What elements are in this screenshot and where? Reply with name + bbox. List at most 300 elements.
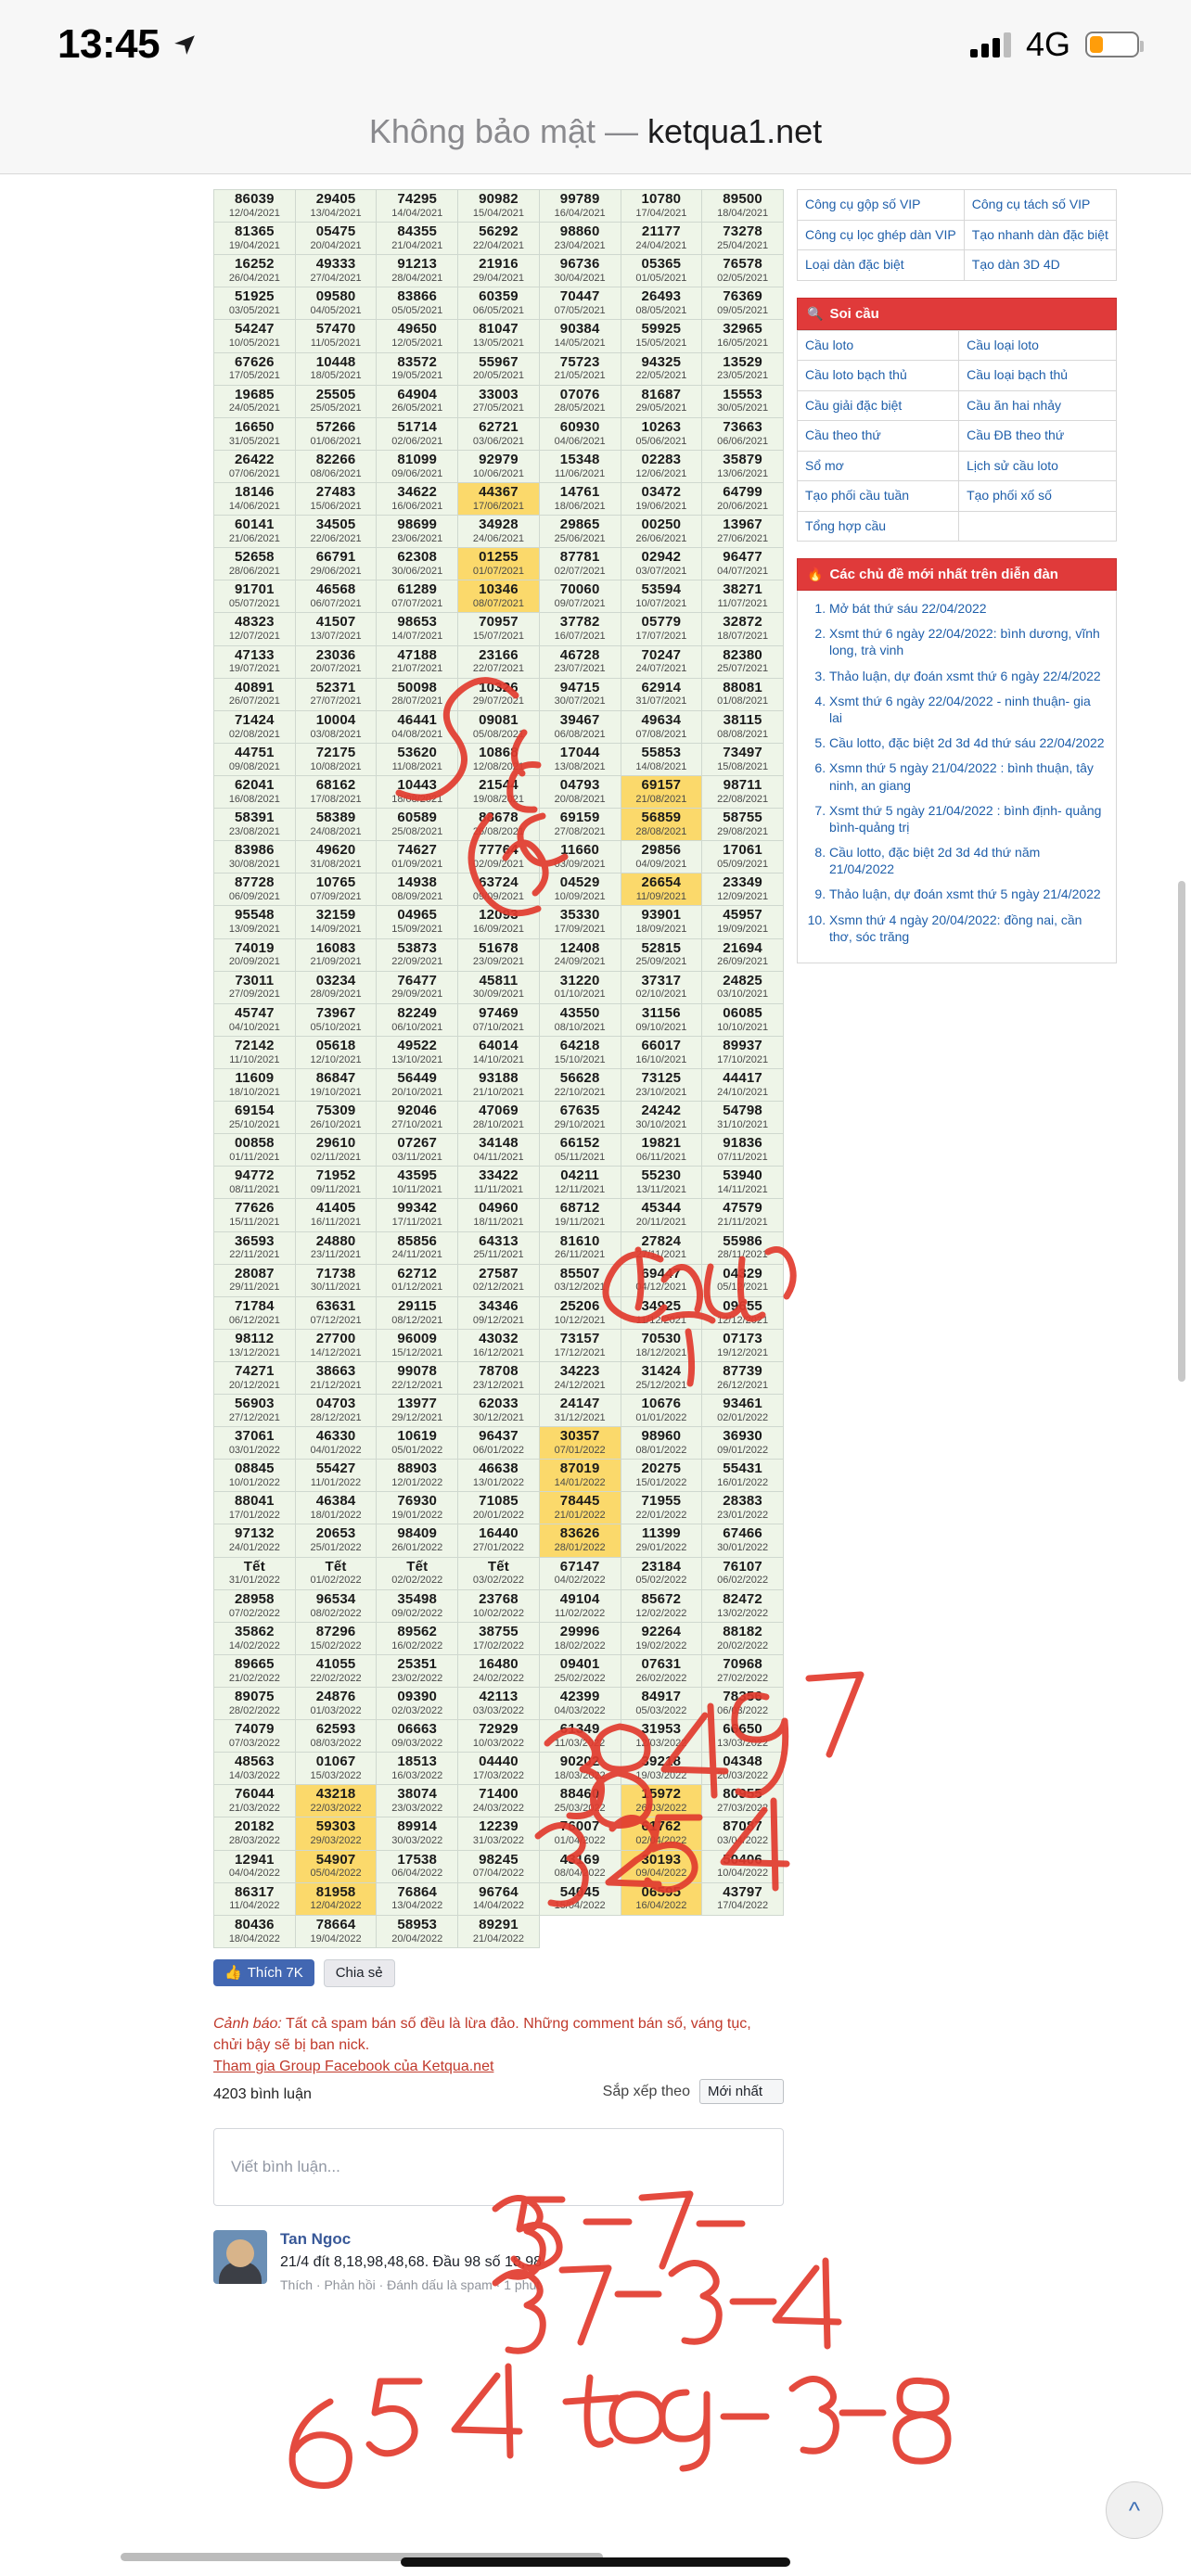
result-date: 02/05/2021 [717, 273, 769, 285]
result-date: 19/01/2022 [391, 1510, 443, 1522]
result-date: 28/02/2022 [228, 1704, 280, 1716]
result-number: 46384 [315, 1493, 356, 1510]
result-cell [702, 874, 784, 906]
sidebar-soicau-link[interactable]: Tổng hợp cầu [798, 511, 959, 542]
result-number: 15972 [641, 1786, 682, 1803]
result-date: 05/06/2021 [635, 435, 687, 447]
result-number: 87739 [723, 1362, 762, 1379]
result-cell [295, 678, 377, 710]
result-date: 20/09/2021 [228, 956, 280, 968]
result-date: 17/03/2022 [472, 1770, 524, 1782]
browser-address-bar[interactable] [0, 89, 1191, 174]
result-date: 02/09/2021 [472, 858, 524, 870]
result-number: 96764 [479, 1883, 519, 1900]
scroll-to-top-button[interactable]: ^ [1106, 2481, 1163, 2539]
result-cell [621, 906, 702, 938]
result-cell [458, 1492, 540, 1524]
result-cell [539, 580, 621, 613]
result-cell [621, 743, 702, 775]
result-cell [702, 516, 784, 548]
result-date: 18/02/2022 [554, 1639, 606, 1651]
result-number: 71955 [641, 1493, 682, 1510]
result-date: 07/02/2022 [228, 1607, 280, 1619]
result-cell [377, 1720, 458, 1753]
result-date: 16/10/2021 [635, 1053, 687, 1065]
result-date: 17/05/2021 [228, 370, 280, 382]
result-number: 63631 [315, 1297, 356, 1314]
result-date: 06/09/2021 [228, 891, 280, 903]
result-date: 21/05/2021 [554, 370, 606, 382]
result-cell [295, 613, 377, 645]
result-number: 62712 [397, 1265, 438, 1282]
result-cell [458, 743, 540, 775]
result-date: 07/05/2021 [554, 305, 606, 317]
result-number: 85856 [397, 1232, 438, 1249]
result-date: 19/11/2021 [555, 1217, 606, 1229]
result-cell [214, 1785, 296, 1817]
result-number: 93188 [479, 1069, 519, 1086]
result-cell [539, 1003, 621, 1036]
fire-icon: 🔥 [807, 567, 824, 581]
result-cell [458, 450, 540, 482]
result-number: 37061 [234, 1428, 275, 1445]
result-date: 07/08/2021 [635, 728, 687, 740]
result-date: 09/07/2021 [554, 598, 606, 610]
result-cell [621, 1915, 702, 1947]
result-date: 25/08/2021 [391, 825, 443, 837]
table-row [214, 1361, 784, 1394]
result-date: 12/07/2021 [228, 631, 280, 643]
result-cell [702, 417, 784, 450]
result-date: 21/12/2021 [310, 1379, 362, 1391]
result-cell [539, 1231, 621, 1264]
result-number: 35498 [397, 1590, 438, 1607]
result-date: 30/05/2021 [717, 402, 769, 414]
result-number: 43595 [397, 1167, 438, 1184]
result-cell [621, 1199, 702, 1231]
forum-topic-item[interactable]: 10. Xsmn thứ 4 ngày 20/04/2022: đồng nai, cần thơ, sóc trăng [829, 912, 1107, 945]
result-date: 21/08/2021 [635, 793, 687, 805]
result-number: 49620 [315, 842, 356, 859]
result-cell [295, 645, 377, 678]
result-cell [377, 287, 458, 320]
result-cell [621, 1622, 702, 1654]
result-cell [458, 1068, 540, 1101]
result-number: 53940 [723, 1167, 762, 1184]
result-number: 21916 [479, 256, 519, 273]
result-number: 55431 [723, 1460, 762, 1477]
result-number: 11609 [235, 1069, 275, 1086]
result-date: 21/04/2022 [472, 1932, 524, 1945]
result-date: 29/04/2021 [472, 273, 524, 285]
result-date: 08/05/2021 [635, 305, 687, 317]
result-date: 26/06/2021 [635, 532, 687, 544]
result-date: 30/01/2022 [717, 1542, 769, 1554]
result-cell [621, 1882, 702, 1915]
result-date: 14/04/2021 [391, 207, 443, 219]
result-cell [377, 255, 458, 287]
result-number: 76477 [397, 972, 438, 988]
result-cell [377, 417, 458, 450]
result-date: 01/12/2021 [391, 1282, 443, 1294]
result-number: 66650 [723, 1721, 762, 1738]
result-number: 55230 [641, 1167, 682, 1184]
table-row [214, 1720, 784, 1753]
result-number: 81099 [397, 451, 438, 467]
result-number: 09580 [315, 288, 356, 305]
result-date: 03/02/2022 [472, 1575, 524, 1587]
forum-topic-item[interactable]: 5. Cầu lotto, đặc biệt 2d 3d 4d thứ sáu 22/04/2022 [829, 734, 1107, 751]
result-number: 06663 [397, 1721, 438, 1738]
result-date: 15/09/2021 [391, 924, 443, 936]
sidebar-links-table [797, 330, 1117, 542]
facebook-share-button[interactable] [324, 1959, 395, 1987]
forum-topic-item[interactable]: 7. Xsmt thứ 5 ngày 21/04/2022 : bình định- quảng bình-quảng trị [829, 802, 1107, 835]
result-number: 44417 [723, 1069, 762, 1086]
result-cell [539, 287, 621, 320]
result-date: 08/06/2021 [310, 467, 362, 479]
result-date: 10/08/2021 [310, 760, 362, 772]
result-date: 22/12/2021 [391, 1379, 443, 1391]
result-date: 08/11/2021 [229, 1184, 280, 1196]
result-number: 76044 [234, 1786, 275, 1803]
result-date: 16/12/2021 [472, 1346, 524, 1358]
result-cell [214, 1720, 296, 1753]
result-date: 20/07/2021 [310, 663, 362, 675]
result-date: 26/01/2022 [391, 1542, 443, 1554]
result-date: 15/11/2021 [229, 1217, 280, 1229]
result-cell [377, 1753, 458, 1785]
result-number: 57266 [315, 418, 356, 435]
result-number: 45344 [641, 1200, 682, 1217]
comment-item [213, 2230, 784, 2291]
result-date: 05/08/2021 [472, 728, 524, 740]
sidebar-soicau-link[interactable]: Cầu ĐB theo thứ [959, 421, 1117, 452]
result-number: 37782 [559, 614, 600, 631]
result-date: 17/08/2021 [310, 793, 362, 805]
sidebar-tool-link[interactable]: Tạo nhanh dàn đặc biệt [964, 220, 1116, 250]
result-number: 32965 [723, 321, 762, 338]
result-date: 02/02/2022 [391, 1575, 443, 1587]
result-number: 36593 [234, 1232, 275, 1249]
result-date: 25/09/2021 [635, 956, 687, 968]
table-row [214, 938, 784, 971]
result-number: 54045 [559, 1883, 600, 1900]
result-date: 20/12/2021 [228, 1379, 280, 1391]
result-number: 03234 [315, 972, 356, 988]
result-date: 23/11/2021 [310, 1249, 362, 1261]
result-cell [214, 255, 296, 287]
facebook-like-button[interactable] [213, 1959, 314, 1986]
result-number: 94772 [234, 1167, 275, 1184]
result-cell [295, 1003, 377, 1036]
result-number: 43032 [479, 1330, 519, 1346]
result-cell [702, 1589, 784, 1622]
vertical-scrollbar[interactable] [1178, 881, 1185, 1382]
result-date: 26/11/2021 [555, 1249, 606, 1261]
result-number: 92979 [479, 451, 519, 467]
result-date: 20/04/2021 [310, 239, 362, 251]
result-cell [621, 1134, 702, 1167]
result-number: 16083 [315, 939, 356, 956]
result-date: 27/04/2021 [310, 273, 362, 285]
result-cell [539, 1296, 621, 1329]
result-cell [377, 1524, 458, 1557]
result-number: 73278 [723, 223, 762, 240]
result-date: 02/01/2022 [717, 1411, 769, 1423]
result-cell [702, 971, 784, 1003]
result-cell [295, 1622, 377, 1654]
result-number: 92264 [641, 1623, 682, 1639]
result-number: 48563 [234, 1753, 275, 1770]
result-cell [214, 223, 296, 255]
sidebar-section-header-soicau [797, 298, 1117, 330]
result-number: 70060 [559, 581, 600, 598]
sidebar-soicau-link[interactable]: Cầu theo thứ [798, 421, 959, 452]
result-cell [539, 1460, 621, 1492]
result-cell [295, 1753, 377, 1785]
result-number: 60359 [479, 288, 519, 305]
result-date: 18/10/2021 [228, 1086, 280, 1098]
result-number: 30357 [559, 1428, 600, 1445]
forum-topic-item[interactable]: 9. Thảo luận, dự đoán xsmt thứ 5 ngày 21/4/2022 [829, 886, 1107, 902]
result-number: 96009 [397, 1330, 438, 1346]
result-number: 84355 [397, 223, 438, 240]
sidebar-soicau-link[interactable]: Tạo phối xố số [959, 481, 1117, 512]
result-cell [702, 1102, 784, 1134]
result-cell [295, 1231, 377, 1264]
sidebar-row [798, 190, 1117, 221]
result-number: 18146 [234, 483, 275, 500]
social-bar [213, 1959, 784, 1987]
sidebar-tool-link[interactable]: Công cụ gộp số VIP [798, 190, 965, 221]
result-number: 12093 [479, 907, 519, 924]
result-cell [214, 482, 296, 515]
result-number: 53873 [397, 939, 438, 956]
sidebar-soicau-link[interactable]: Tạo phối cầu tuần [798, 481, 959, 512]
result-number: 39467 [559, 711, 600, 728]
result-number: 82249 [397, 1004, 438, 1021]
result-date: 28/11/2021 [717, 1249, 768, 1261]
site-domain[interactable]: ketqua1.net [647, 111, 823, 150]
result-number: 38663 [315, 1362, 356, 1379]
result-number: Tết [487, 1558, 510, 1575]
result-date: 13/07/2021 [310, 631, 362, 643]
result-number: 81687 [641, 386, 682, 402]
result-date: 04/03/2022 [554, 1704, 606, 1716]
comment-meta[interactable]: Thích · Phản hồi · Đánh dấu là spam · 1 phút [280, 2276, 541, 2292]
result-date: 14/06/2021 [228, 500, 280, 512]
result-date: 09/11/2021 [310, 1184, 362, 1196]
forum-topic-item[interactable]: 8. Cầu lotto, đặc biệt 2d 3d 4d thứ năm 21/04/2022 [829, 844, 1107, 877]
result-cell [377, 645, 458, 678]
result-date: 31/12/2021 [554, 1411, 606, 1423]
result-cell [621, 1817, 702, 1850]
table-row [214, 710, 784, 743]
result-cell [539, 385, 621, 417]
result-date: 22/02/2022 [310, 1672, 362, 1684]
result-cell [295, 1785, 377, 1817]
result-number: 86317 [234, 1883, 275, 1900]
result-date: 14/11/2021 [717, 1184, 768, 1196]
result-number: 71738 [315, 1265, 356, 1282]
result-date: 16/07/2021 [554, 631, 606, 643]
result-cell [702, 482, 784, 515]
comment-input[interactable]: Viết bình luận... [213, 2128, 784, 2206]
table-row [214, 1589, 784, 1622]
sidebar-soicau-link[interactable]: Cầu ăn hai nhảy [959, 390, 1117, 421]
result-cell [377, 841, 458, 874]
result-cell [621, 320, 702, 352]
result-cell [458, 190, 540, 223]
result-cell [458, 1460, 540, 1492]
result-cell [214, 1102, 296, 1134]
result-cell [702, 841, 784, 874]
result-cell [539, 417, 621, 450]
result-cell [295, 385, 377, 417]
result-number: 09081 [479, 711, 519, 728]
result-cell [214, 1882, 296, 1915]
result-cell [458, 1264, 540, 1296]
result-cell [702, 320, 784, 352]
result-number: 28087 [234, 1265, 275, 1282]
result-number: Tết [406, 1558, 429, 1575]
result-number: 21177 [641, 223, 681, 240]
result-cell [377, 1915, 458, 1947]
table-row [214, 223, 784, 255]
result-date: 05/12/2021 [717, 1282, 769, 1294]
table-row [214, 385, 784, 417]
result-date: 26/02/2022 [635, 1672, 687, 1684]
facebook-group-link[interactable]: Tham gia Group Facebook của Ketqua.net [213, 2059, 494, 2075]
result-cell [702, 1785, 784, 1817]
result-number: 54798 [723, 1103, 762, 1119]
result-date: 29/08/2021 [717, 825, 769, 837]
result-cell [377, 1199, 458, 1231]
result-number: 72142 [234, 1037, 275, 1053]
result-number: 61349 [559, 1721, 600, 1738]
table-row [214, 1882, 784, 1915]
result-number: 62033 [479, 1396, 519, 1412]
forum-topic-item[interactable]: 1. Mở bát thứ sáu 22/04/2022 [829, 600, 1107, 617]
result-number: 70530 [641, 1330, 682, 1346]
result-date: 09/09/2021 [472, 891, 524, 903]
result-date: 23/04/2021 [554, 239, 606, 251]
result-cell [295, 352, 377, 385]
result-cell [377, 938, 458, 971]
result-date: 13/12/2021 [228, 1346, 280, 1358]
result-cell [214, 1850, 296, 1882]
result-cell [214, 1622, 296, 1654]
result-number: 51678 [479, 939, 519, 956]
thumbs-up-icon: 👍 [224, 1965, 242, 1982]
result-date: 19/10/2021 [310, 1086, 362, 1098]
result-number: 24147 [559, 1396, 600, 1412]
sidebar-soicau-link[interactable]: Cầu loại loto [959, 330, 1117, 361]
result-date: 30/09/2021 [472, 988, 524, 1001]
result-date: 21/03/2022 [228, 1803, 280, 1815]
sidebar-tool-link[interactable]: Công cụ lọc ghép dàn VIP [798, 220, 965, 250]
result-number: 23184 [641, 1558, 682, 1575]
result-date: 31/01/2022 [228, 1575, 280, 1587]
result-date: 28/09/2021 [310, 988, 362, 1001]
result-cell [214, 1231, 296, 1264]
result-date: 04/08/2021 [391, 728, 443, 740]
forum-topic-item[interactable]: 4. Xsmt thứ 6 ngày 22/04/2022 - ninh thuận- gia lai [829, 693, 1107, 726]
result-number: 62308 [397, 549, 438, 566]
result-number: 26654 [641, 874, 682, 891]
result-date: 13/10/2021 [391, 1053, 443, 1065]
result-date: 07/11/2021 [717, 1151, 768, 1163]
result-date: 01/02/2022 [310, 1575, 362, 1587]
result-number: 62914 [641, 679, 682, 695]
result-number: 76930 [397, 1493, 438, 1510]
sidebar-row [798, 361, 1117, 391]
result-number: 78664 [315, 1916, 356, 1932]
result-number: 73663 [723, 418, 762, 435]
result-number: 61762 [641, 1818, 682, 1835]
result-number: 52658 [234, 549, 275, 566]
result-cell [295, 1068, 377, 1101]
comment-author[interactable]: Tan Ngoc [280, 2230, 352, 2249]
result-number: 78356 [723, 1689, 762, 1705]
result-date: 12/12/2021 [717, 1314, 769, 1326]
result-cell [295, 1589, 377, 1622]
result-cell [702, 1329, 784, 1361]
result-date: 20/11/2021 [635, 1217, 686, 1229]
result-number: 46728 [559, 646, 600, 663]
result-cell [539, 255, 621, 287]
sidebar-tool-link[interactable]: Công cụ tách số VIP [964, 190, 1116, 221]
result-cell [377, 1395, 458, 1427]
result-cell [377, 1460, 458, 1492]
result-number: 90202 [559, 1753, 600, 1770]
result-date: 13/05/2021 [472, 338, 524, 350]
result-cell [214, 516, 296, 548]
result-cell [702, 1882, 784, 1915]
sidebar-soicau-link[interactable]: Cầu loto bạch thủ [798, 361, 959, 391]
result-date: 17/09/2021 [554, 924, 606, 936]
result-number: 68162 [315, 776, 356, 793]
result-date: 12/10/2021 [310, 1053, 362, 1065]
sidebar-soicau-link[interactable]: Lịch sử cầu loto [959, 451, 1117, 481]
result-number: 28383 [723, 1493, 762, 1510]
forum-topic-item[interactable]: 3. Thảo luận, dự đoán xsmt thứ 6 ngày 22/4/2022 [829, 668, 1107, 684]
result-cell [295, 1557, 377, 1589]
sidebar-soicau-link[interactable]: Cầu loto [798, 330, 959, 361]
result-cell [214, 613, 296, 645]
result-cell [458, 385, 540, 417]
result-date: 05/03/2022 [635, 1704, 687, 1716]
sort-select[interactable]: Mới nhất [699, 2079, 784, 2104]
sidebar-tool-link[interactable]: Loại dàn đặc biệt [798, 250, 965, 281]
result-date: 27/02/2022 [717, 1672, 769, 1684]
result-cell [539, 1589, 621, 1622]
result-number: 50098 [397, 679, 438, 695]
forum-topic-item[interactable]: 2. Xsmt thứ 6 ngày 22/04/2022: bình dương, vĩnh long, trà vinh [829, 625, 1107, 658]
result-date: 25/07/2021 [717, 663, 769, 675]
sidebar-soicau-link[interactable]: Cầu loại bạch thủ [959, 361, 1117, 391]
result-cell [702, 1361, 784, 1394]
result-cell [539, 971, 621, 1003]
forum-topic-item[interactable]: 6. Xsmn thứ 5 ngày 21/04/2022 : bình thuận, tây ninh, an giang [829, 759, 1107, 793]
sidebar-soicau-link[interactable]: Cầu giải đặc biệt [798, 390, 959, 421]
result-cell [621, 1102, 702, 1134]
sidebar-soicau-link[interactable]: Sổ mơ [798, 451, 959, 481]
result-date: 06/03/2022 [717, 1704, 769, 1716]
result-cell [539, 1622, 621, 1654]
sidebar-tool-link[interactable]: Tạo dàn 3D 4D [964, 250, 1116, 281]
